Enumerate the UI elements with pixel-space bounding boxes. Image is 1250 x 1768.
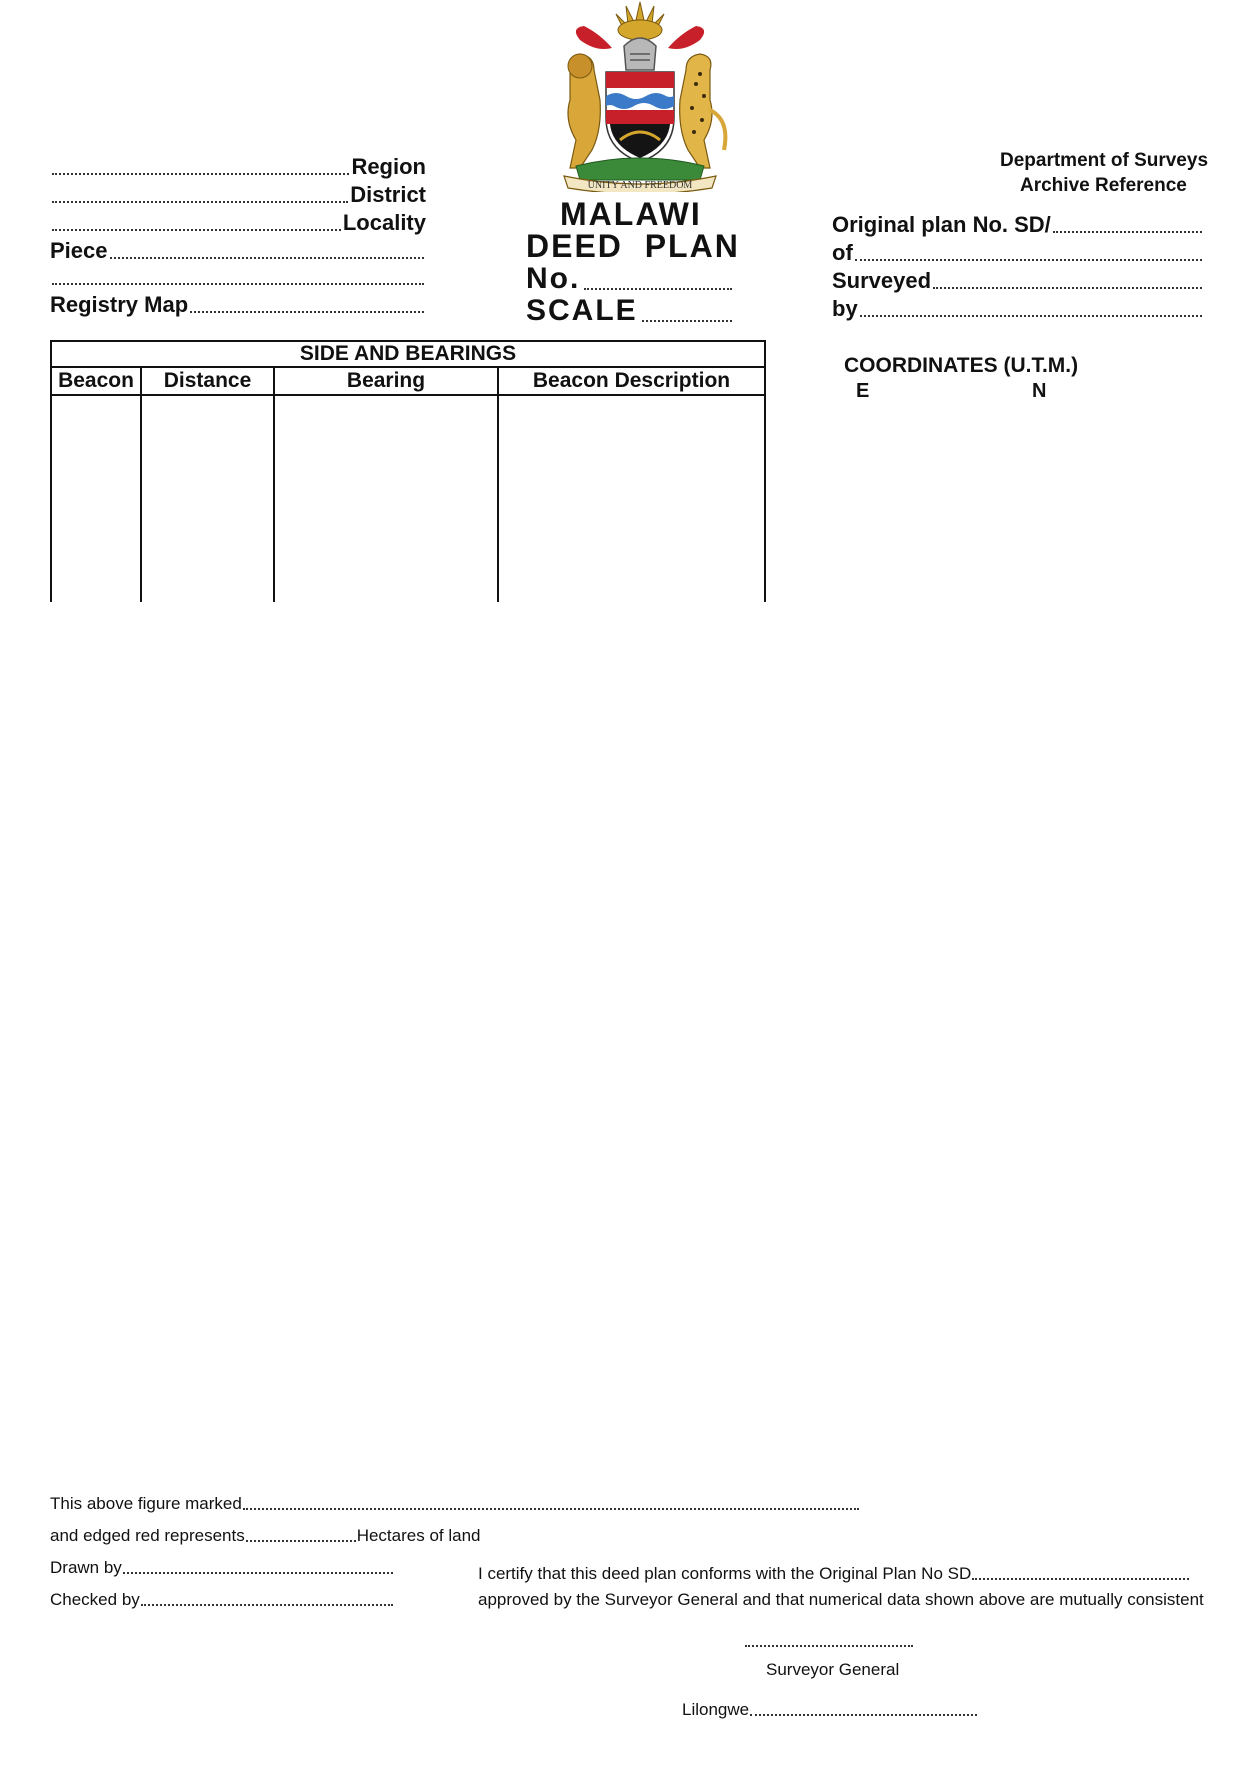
original-plan-field[interactable] [832, 210, 1202, 238]
surveyed-by-field[interactable] [832, 294, 1202, 322]
column-header-bearing: Bearing [346, 369, 426, 392]
surveyed-label: Surveyed [832, 268, 932, 293]
blank-field[interactable] [50, 262, 426, 290]
locality-label: Locality [342, 210, 426, 235]
certify-line-2: approved by the Surveyor General and that numerical data shown above are mutually consistent [478, 1590, 1204, 1609]
certify-line-2-row [478, 1590, 1204, 1610]
figure-marked-field[interactable] [50, 1494, 860, 1514]
locality-field[interactable] [50, 208, 426, 236]
certify-plan-field[interactable] [478, 1564, 1190, 1584]
table-cell-beacon[interactable] [52, 396, 140, 602]
column-header-beacon: Beacon [58, 369, 134, 392]
registry-map-field[interactable] [50, 290, 426, 318]
table-cell-beacon-description[interactable] [499, 396, 764, 602]
coordinates-e-label: E [856, 380, 870, 402]
checked-by-field[interactable] [50, 1590, 394, 1610]
of-field[interactable] [832, 238, 1202, 266]
coordinates-n-label: N [1032, 380, 1047, 402]
figure-marked-label: This above figure marked [50, 1494, 242, 1513]
plan-number-field[interactable] [526, 262, 732, 296]
region-label: Region [351, 154, 426, 179]
piece-field[interactable] [50, 236, 426, 264]
lilongwe-label: Lilongwe [682, 1700, 750, 1719]
surveyor-signature-field[interactable] [744, 1644, 914, 1651]
surveyor-general-label: Surveyor General [766, 1660, 900, 1679]
scale-field[interactable] [526, 294, 732, 328]
drawn-by-field[interactable] [50, 1558, 394, 1578]
lilongwe-date-field[interactable] [682, 1700, 978, 1720]
column-header-distance: Distance [163, 369, 252, 392]
title-deed-plan: DEED PLAN [526, 228, 740, 264]
coat-of-arms [540, 0, 740, 192]
scale-label: SCALE [526, 294, 638, 327]
side-and-bearings-table [50, 340, 766, 602]
surveyor-general-row [766, 1660, 899, 1680]
department-label: Department of Surveys [1000, 150, 1209, 171]
plan-number-label: No. [526, 262, 581, 295]
certify-line-1: I certify that this deed plan conforms with the Original Plan No SD [478, 1564, 972, 1583]
of-label: of [832, 240, 853, 265]
edged-red-label: and edged red represents [50, 1526, 245, 1545]
district-field[interactable] [50, 180, 426, 208]
original-plan-label: Original plan No. SD/ [832, 212, 1051, 237]
drawn-by-label: Drawn by [50, 1558, 122, 1577]
region-field[interactable] [50, 152, 426, 180]
by-label: by [832, 296, 858, 321]
registry-map-label: Registry Map [50, 292, 189, 317]
checked-by-label: Checked by [50, 1590, 140, 1609]
table-cell-bearing[interactable] [275, 396, 497, 602]
plan-drawing-area[interactable] [50, 620, 1200, 1480]
title-malawi: MALAWI [560, 196, 702, 232]
piece-label: Piece [50, 238, 108, 263]
coordinates-title: COORDINATES (U.T.M.) [844, 354, 1079, 377]
table-cell-distance[interactable] [142, 396, 273, 602]
surveyed-field[interactable] [832, 266, 1202, 294]
archive-reference-label: Archive Reference [1020, 175, 1187, 196]
hectares-label: Hectares of land [356, 1526, 481, 1545]
district-label: District [350, 182, 426, 207]
motto-text: UNITY AND FREEDOM [587, 180, 693, 191]
column-header-beacon-description: Beacon Description [532, 369, 731, 392]
table-title: SIDE AND BEARINGS [299, 342, 517, 365]
hectares-field[interactable] [50, 1526, 481, 1546]
